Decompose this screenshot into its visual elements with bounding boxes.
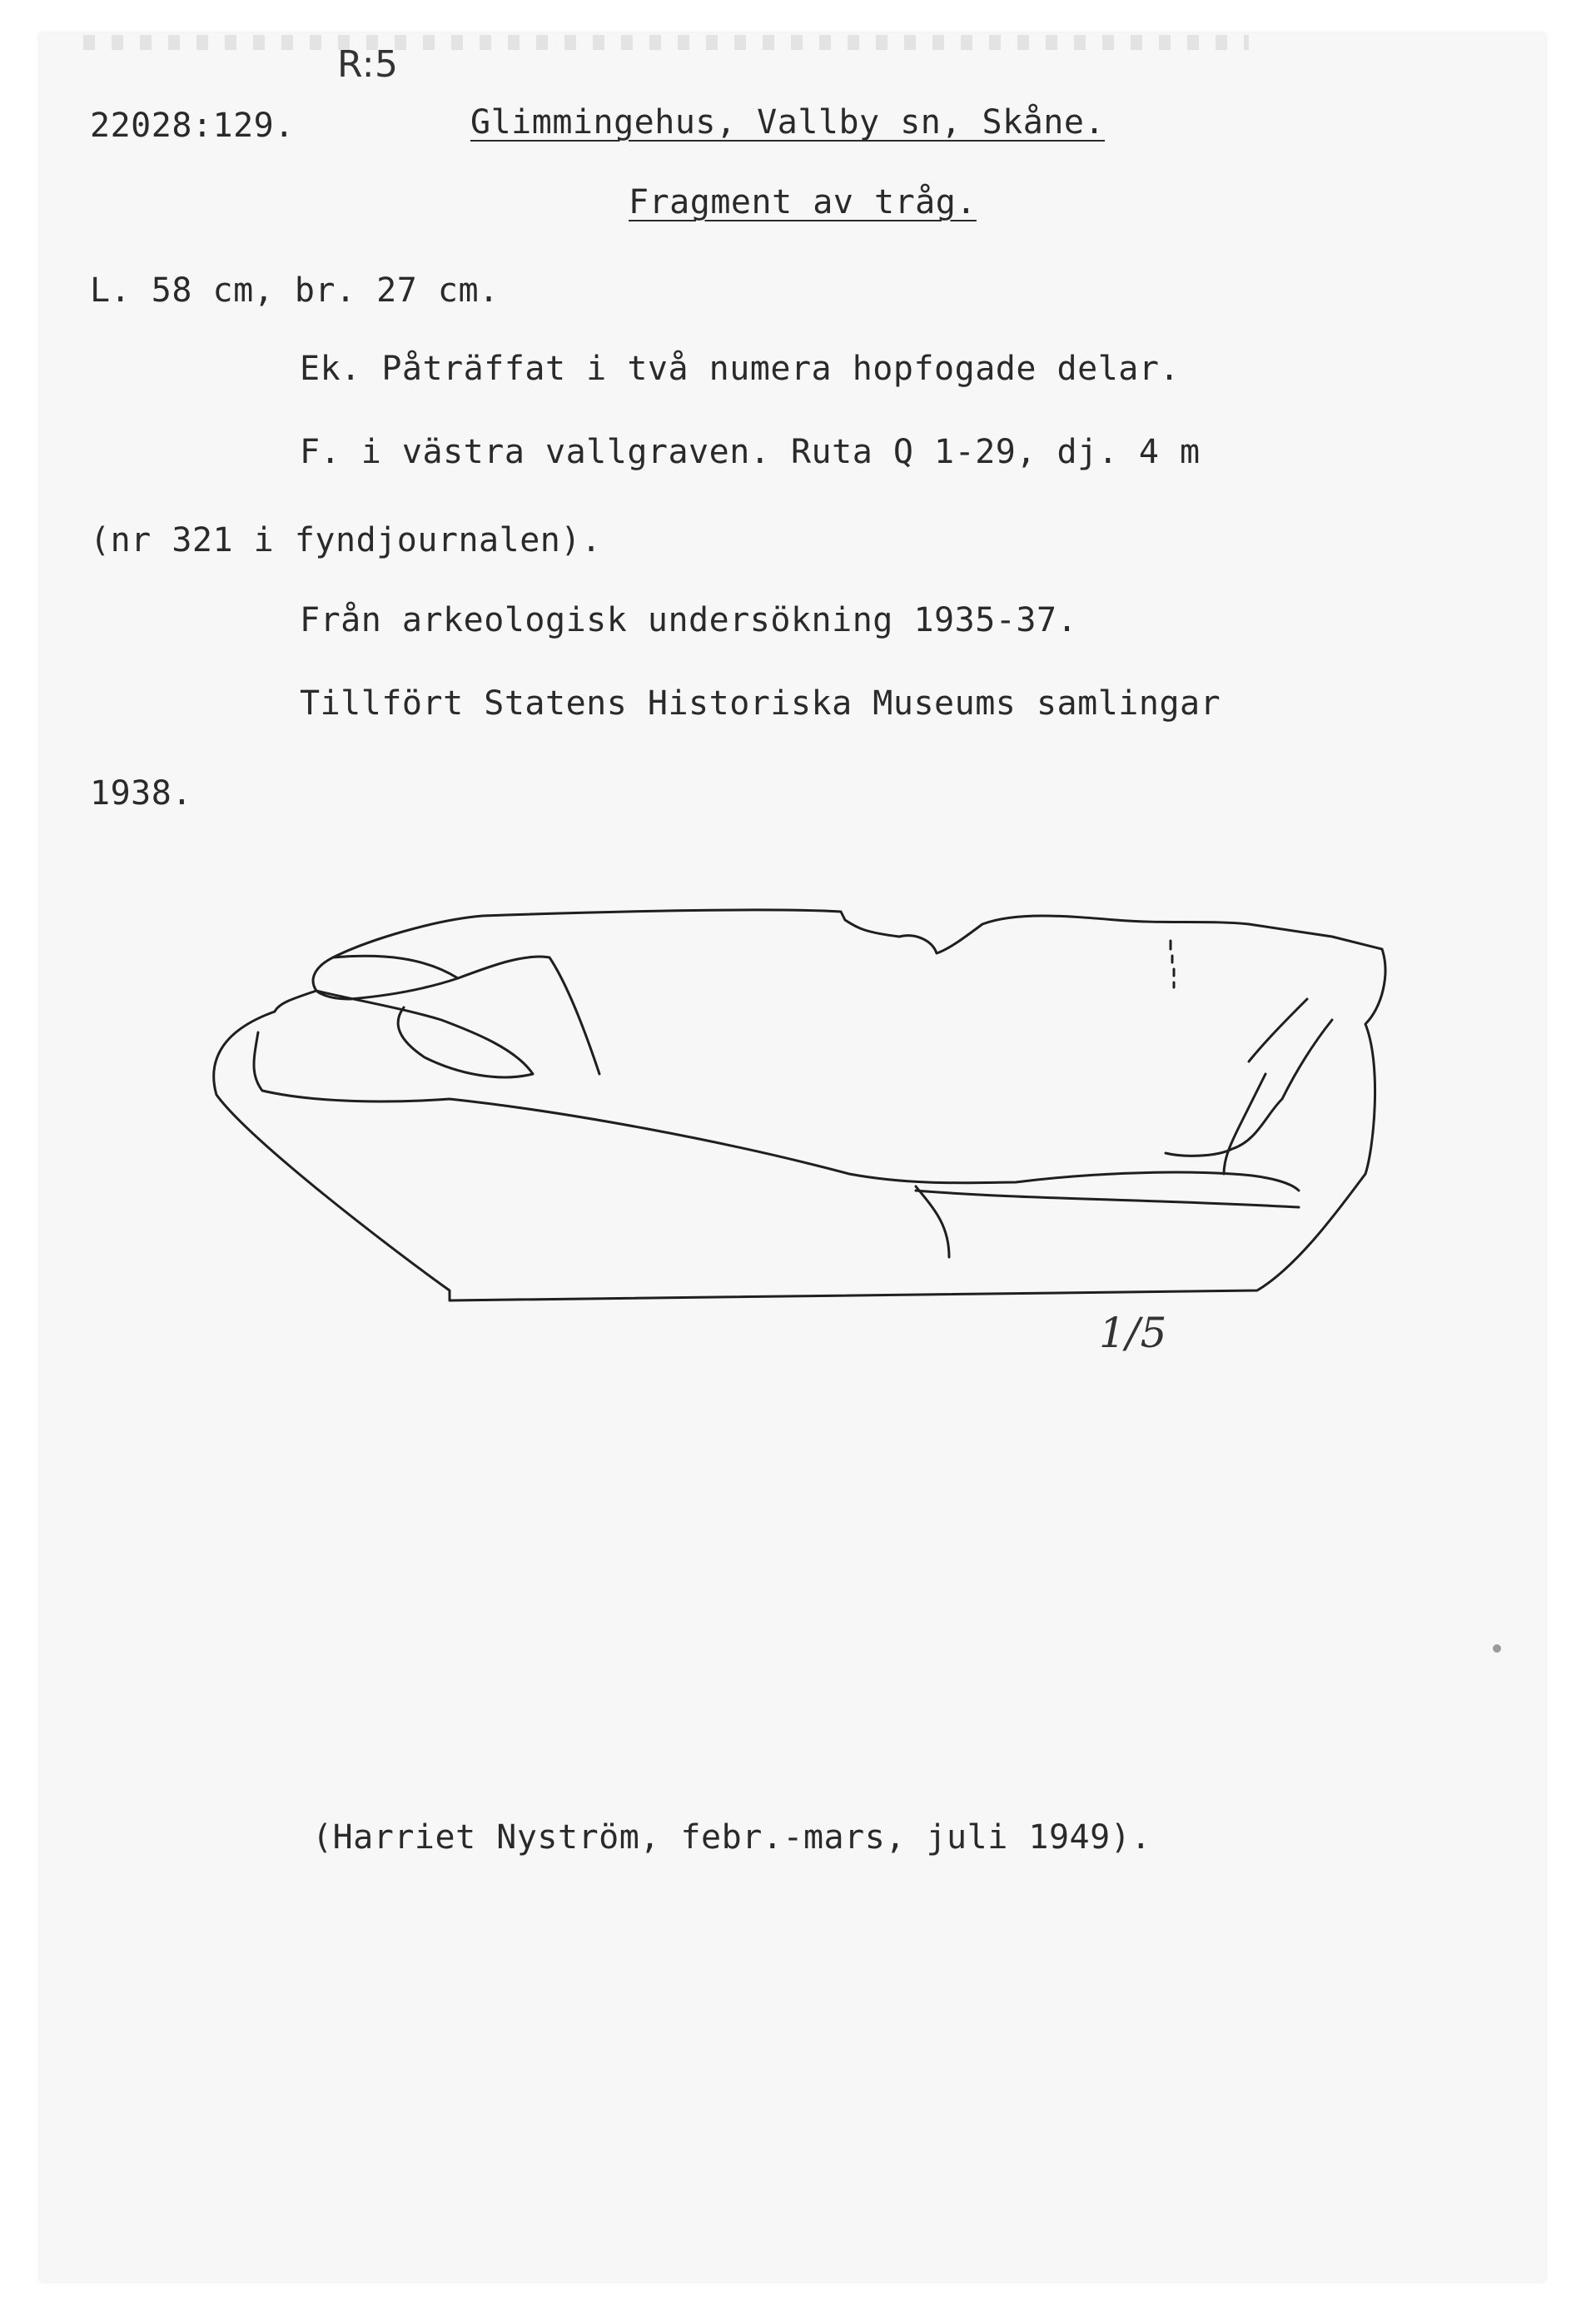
material-line: Ek. Påträffat i två numera hopfogade delar. bbox=[300, 350, 1181, 388]
faint-bleed-through bbox=[83, 35, 1249, 50]
drawing-tick-marks bbox=[1171, 941, 1174, 987]
drawing-rim-curve bbox=[458, 957, 599, 1074]
object-title: Fragment av tråg. bbox=[629, 183, 977, 221]
drawing-right-inner bbox=[1166, 1020, 1332, 1156]
trough-fragment-drawing bbox=[183, 874, 1432, 1340]
excavation-line: Från arkeologisk undersökning 1935-37. bbox=[300, 601, 1078, 639]
drawing-inner-floor bbox=[254, 1032, 1299, 1191]
drawing-bottom-edge bbox=[916, 1186, 949, 1257]
drawing-base-line bbox=[916, 1191, 1299, 1207]
catalog-number: 22028:129. bbox=[90, 107, 295, 145]
find-location: Glimmingehus, Vallby sn, Skåne. bbox=[470, 103, 1106, 142]
paper-speck bbox=[1493, 1644, 1501, 1653]
dimensions: L. 58 cm, br. 27 cm. bbox=[90, 271, 500, 310]
shelf-mark: R:5 bbox=[337, 43, 399, 86]
drawing-right-mid bbox=[1224, 1074, 1265, 1174]
scale-fraction: 1/5 bbox=[1099, 1309, 1167, 1357]
acquisition-line: Tillfört Statens Historiska Museums samlingar bbox=[300, 684, 1221, 723]
journal-line: (nr 321 i fyndjournalen). bbox=[90, 521, 602, 559]
drawing-rim-left bbox=[316, 956, 458, 999]
drawing-inner-basin bbox=[316, 991, 533, 1077]
acquisition-year: 1938. bbox=[90, 774, 192, 813]
find-line: F. i västra vallgraven. Ruta Q 1-29, dj. 4 m bbox=[300, 433, 1201, 471]
author-line: (Harriet Nyström, febr.-mars, juli 1949). bbox=[312, 1818, 1151, 1857]
drawing-outer-outline bbox=[214, 910, 1385, 1300]
drawing-right-slope bbox=[1249, 999, 1307, 1062]
